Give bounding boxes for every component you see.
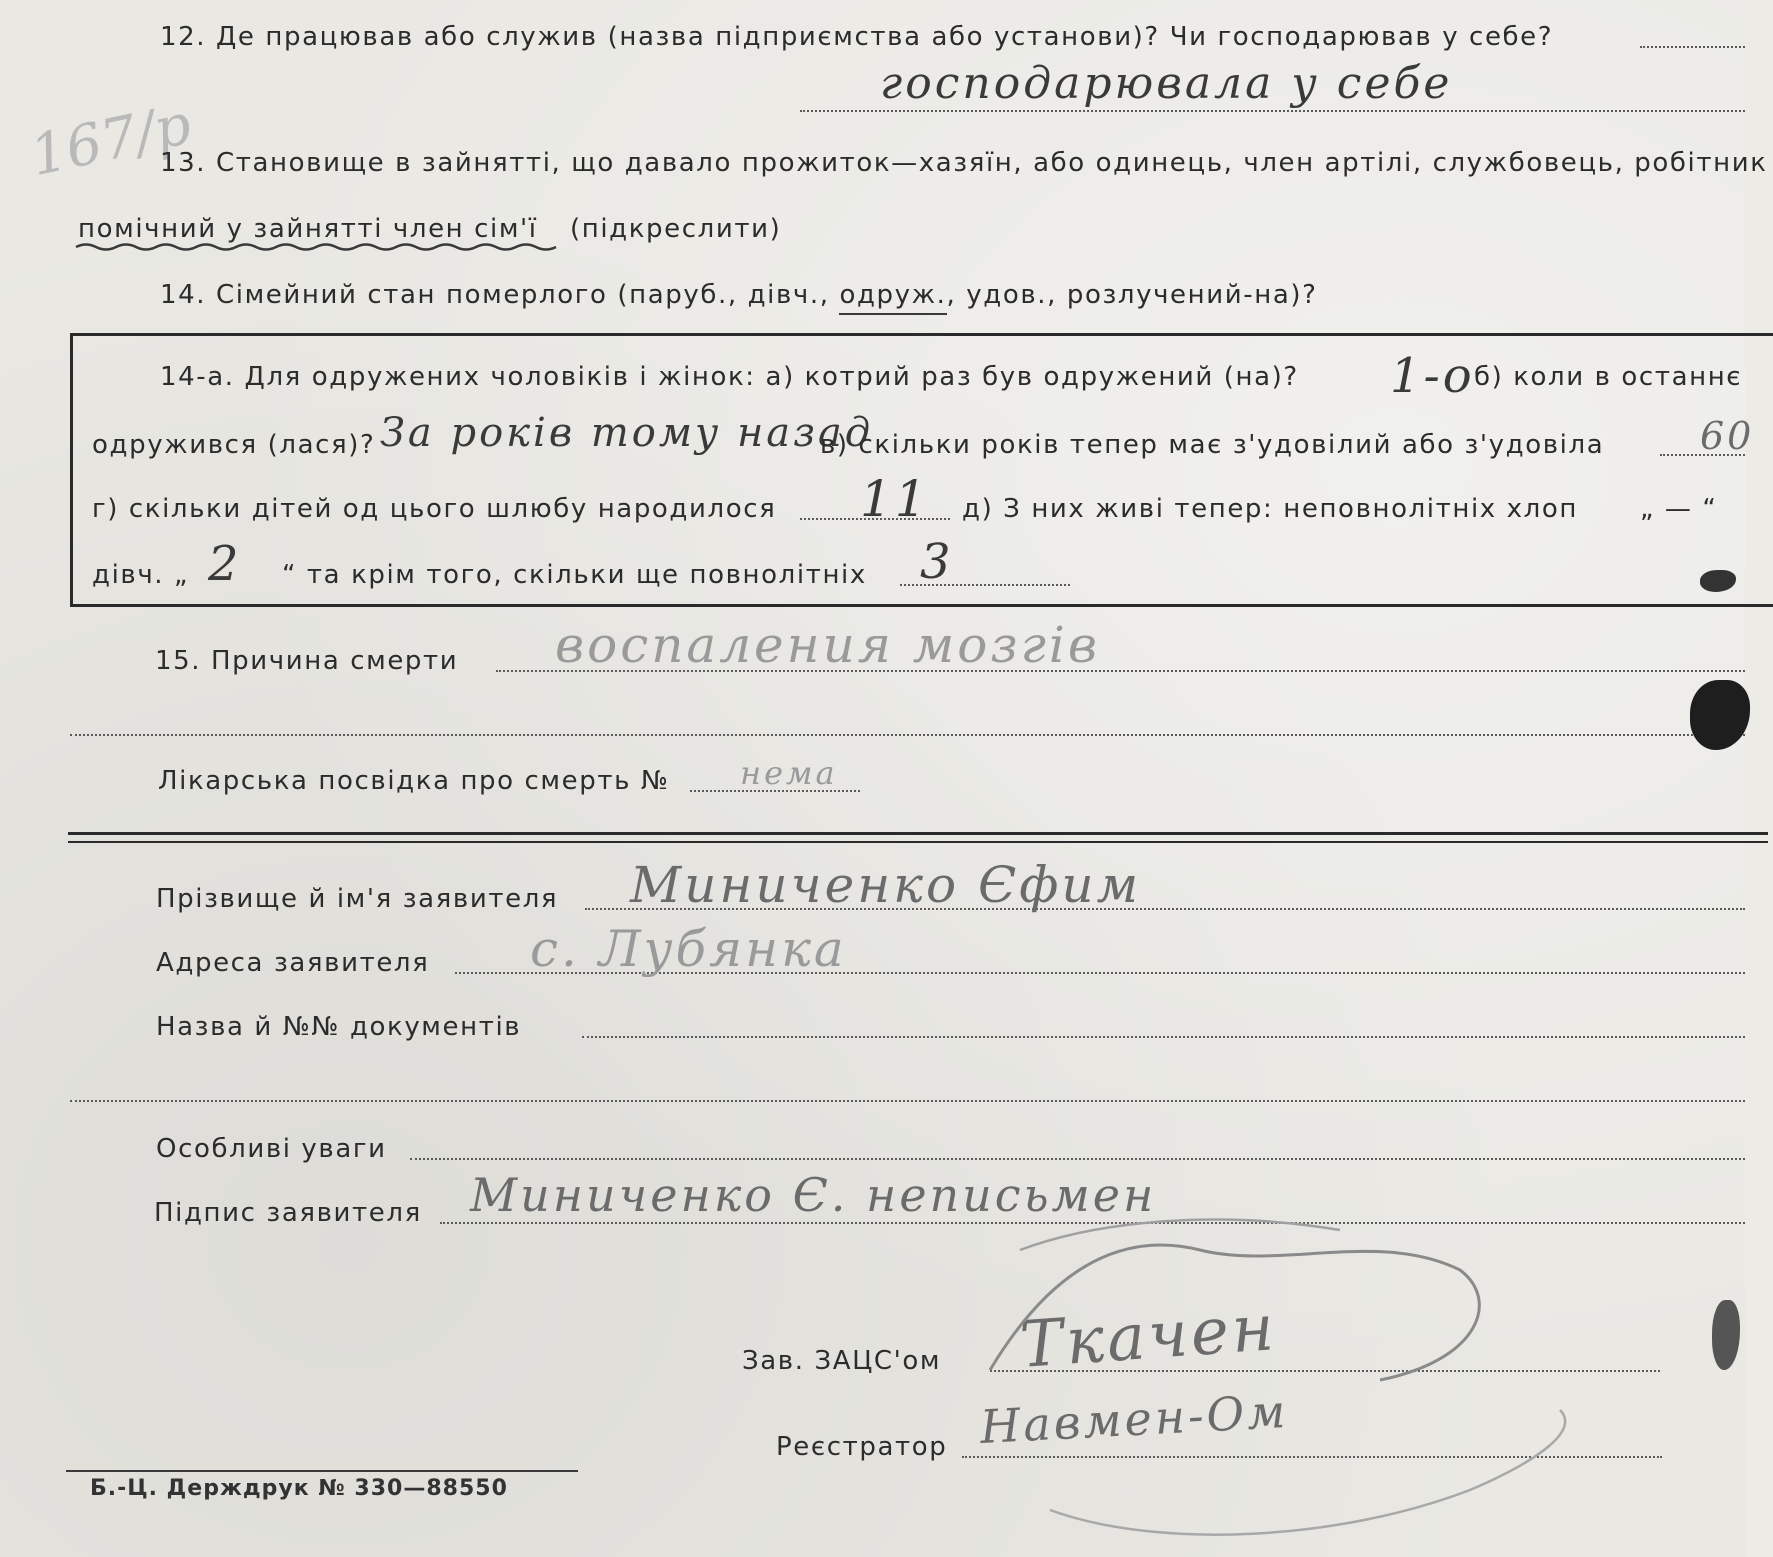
- head-signature-flourish: [960, 1210, 1520, 1410]
- registrar-signature: Навмен-Ом: [978, 1383, 1290, 1455]
- q14a-line3-end-answer: „ — “: [1640, 494, 1718, 524]
- head-signature: Ткачен: [1017, 1291, 1280, 1383]
- applicant-notes-label: Особливі уваги: [156, 1134, 387, 1164]
- q15-label: 15. Причина смерти: [155, 646, 459, 676]
- q13-label: 13. Становище в зайнятті, що давало прожиток—хазяїн, або одинець, член артілі, службовець, робітник: [160, 148, 1768, 178]
- q14a-line2-end: в) скільки років тепер має з'удовілий або з'удовіла: [820, 430, 1605, 460]
- paper-damage-stain: [1690, 680, 1750, 750]
- q14a-line2-label: одружився (лася)?: [92, 430, 376, 460]
- applicant-signature-label: Підпис заявителя: [154, 1198, 422, 1228]
- applicant-name-answer: Миниченко Єфим: [630, 856, 1142, 914]
- applicant-docs-dots: [582, 1036, 1745, 1038]
- q14a-line2-end-answer: 60: [1700, 414, 1755, 458]
- q14-underlined-option: одруж.: [839, 280, 946, 315]
- q14-label-after: , удов., розлучений-на)?: [946, 280, 1318, 310]
- q15-extra-line: [70, 734, 1745, 736]
- q14a-line3-answer: 11: [860, 470, 930, 528]
- margin-archive-number: 167/р: [25, 91, 197, 190]
- q14a-line1-end: б) коли в останнє: [1474, 362, 1743, 392]
- q13-underlined-option: помічний у зайнятті член сім'ї: [78, 214, 538, 244]
- q14a-line1-answer: 1-о: [1390, 348, 1475, 404]
- q13-wavy-underline: [76, 242, 556, 252]
- q14a-line4-label-a: дівч. „: [92, 560, 190, 590]
- applicant-docs-label: Назва й №№ документів: [156, 1012, 522, 1042]
- section-divider: [68, 832, 1768, 843]
- q12-label: 12. Де працював або служив (назва підприємства або установи)? Чи господарював у себе?: [160, 22, 1554, 52]
- applicant-address-answer: с. Лубянка: [530, 920, 847, 978]
- medical-answer: нема: [740, 754, 838, 792]
- printer-imprint: Б.-Ц. Держдрук № 330—88550: [90, 1476, 508, 1501]
- q14-label-before: [160, 280, 1318, 310]
- q12-dots: [1640, 46, 1745, 48]
- applicant-name-label: Прізвище й ім'я заявителя: [156, 884, 559, 914]
- q14a-line3-end: д) З них живі тепер: неповнолітніх хлоп: [962, 494, 1578, 524]
- q14a-line4-label-b: “ та крім того, скільки ще повнолітніх: [282, 560, 867, 590]
- registrar-signature-flourish: [1040, 1400, 1600, 1550]
- q12-answer-line: [800, 110, 1745, 112]
- applicant-docs-extra-line: [70, 1100, 1745, 1102]
- q13-note: (підкреслити): [570, 214, 782, 244]
- q14a-line1: 14-а. Для одружених чоловіків і жінок: а) котрий раз був одружений (на)?: [160, 362, 1299, 392]
- q14a-line2-answer: За років тому назад: [380, 410, 874, 456]
- applicant-address-label: Адреса заявителя: [156, 948, 430, 978]
- applicant-signature-answer: Миниченко Є. неписьмен: [470, 1168, 1157, 1222]
- medical-label: Лікарська посвідка про смерть №: [158, 766, 670, 796]
- q14a-line4-answer-a: 2: [208, 536, 242, 592]
- paper-damage-edge: [1712, 1300, 1740, 1370]
- q15-answer: воспаления мозгів: [555, 616, 1100, 674]
- q14-label-before-text: 14. Сімейний стан померлого (паруб., дівч.,: [160, 280, 830, 310]
- q14a-line4-answer-b: 3: [920, 534, 954, 590]
- footer-rule: [66, 1470, 578, 1472]
- q14a-line3-label: г) скільки дітей од цього шлюбу народилося: [92, 494, 777, 524]
- registrar-label: Реєстратор: [776, 1432, 948, 1462]
- q12-answer: господарювала у себе: [880, 58, 1453, 109]
- applicant-notes-dots: [410, 1158, 1745, 1160]
- head-label: Зав. ЗАЦС'ом: [742, 1346, 942, 1376]
